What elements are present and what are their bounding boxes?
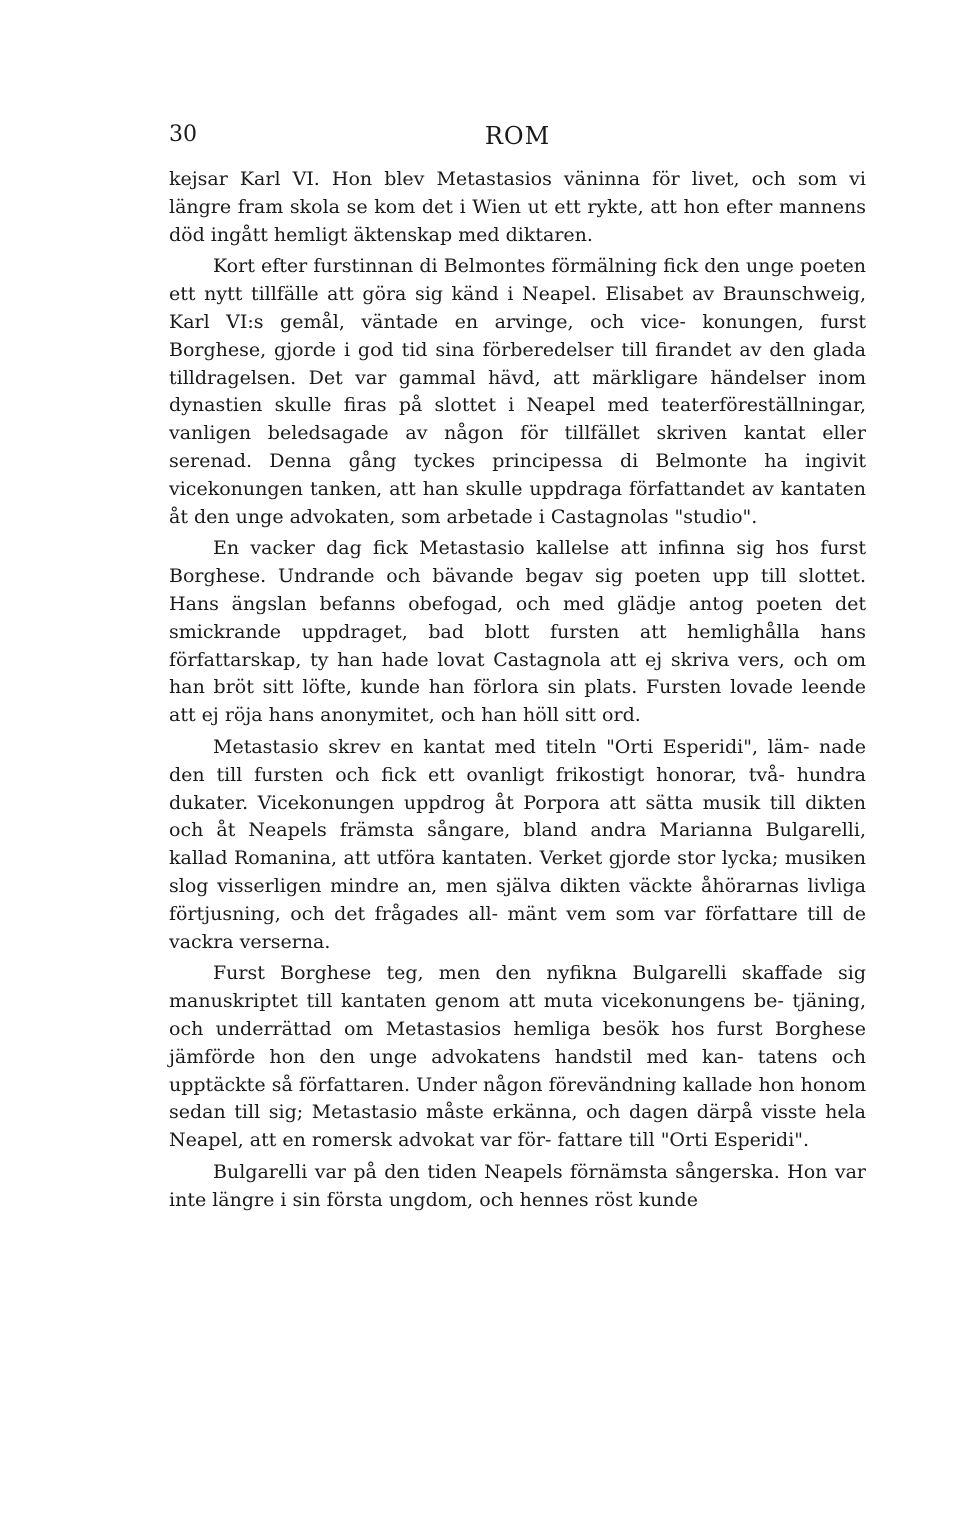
running-title: ROM: [484, 122, 551, 150]
paragraph: En vacker dag fick Metastasio kallelse att infinna sig hos furst Borghese. Undrande och bävande begav sig poeten upp till slottet. Hans ängslan befanns obefogad, och med glädje antog poeten det smickrande uppdraget, bad blott fursten att hemlighålla hans författarskap, ty han hade lovat Castagnola att ej skriva vers, och om han bröt sitt löfte, kunde han förlora sin plats. Fursten lovade leende att ej röja hans anonymitet, och han höll sitt ord.: [169, 537, 866, 727]
page-header: [169, 118, 866, 154]
body-text: [169, 166, 866, 1218]
paragraph-continued: kejsar Karl VI. Hon blev Metastasios väninna för livet, och som vi längre fram skola se kom det i Wien ut ett rykte, att hon efter mannens död ingått hemligt äktenskap med diktaren.: [169, 168, 866, 246]
paragraph: Metastasio skrev en kantat med titeln "Orti Esperidi", läm- nade den till fursten och fick ett ovanligt frikostigt honorar, två- hundra dukater. Vicekonungen uppdrog åt Porpora att sätta musik till dikten och åt Neapels främsta sångare, bland andra Marianna Bulgarelli, kallad Romanina, att utföra kantaten. Verket gjorde stor lycka; musiken slog visserligen mindre an, men själva dikten väckte åhörarnas livliga förtjusning, och det frågades all- mänt vem som var författare till de vackra verserna.: [169, 735, 866, 953]
page-number: 30: [169, 122, 197, 147]
paragraph: Furst Borghese teg, men den nyfikna Bulgarelli skaffade sig manuskriptet till kantaten genom att muta vicekonungens be- tjäning, och underrättad om Metastasios hemliga besök hos furst Borghese jämförde hon den unge advokatens handstil med kan- tatens och upptäckte så författaren. Under någon förevändning kallade hon honom sedan till sig; Metastasio måste erkänna, och dagen därpå visste hela Neapel, att en romersk advokat var för- fattare till "Orti Esperidi".: [169, 962, 866, 1152]
paragraph: Bulgarelli var på den tiden Neapels förnämsta sångerska. Hon var inte längre i sin första ungdom, och hennes röst kunde: [169, 1160, 866, 1211]
paragraph: Kort efter furstinnan di Belmontes förmälning fick den unge poeten ett nytt tillfälle att göra sig känd i Neapel. Elisabet av Braunschweig, Karl VI:s gemål, väntade en arvinge, och vice- konungen, furst Borghese, gjorde i god tid sina förberedelser till firandet av den glada tilldragelsen. Det var gammal hävd, att märkligare händelser inom dynastien skulle firas på slottet i Neapel med teaterföreställningar, vanligen beledsagade av någon för tillfället skriven kantat eller serenad. Denna gång tyckes principessa di Belmonte ha ingivit vicekonungen tanken, att han skulle uppdraga författandet av kantaten åt den unge advokaten, som arbetade i Castagnolas "studio".: [169, 255, 866, 528]
